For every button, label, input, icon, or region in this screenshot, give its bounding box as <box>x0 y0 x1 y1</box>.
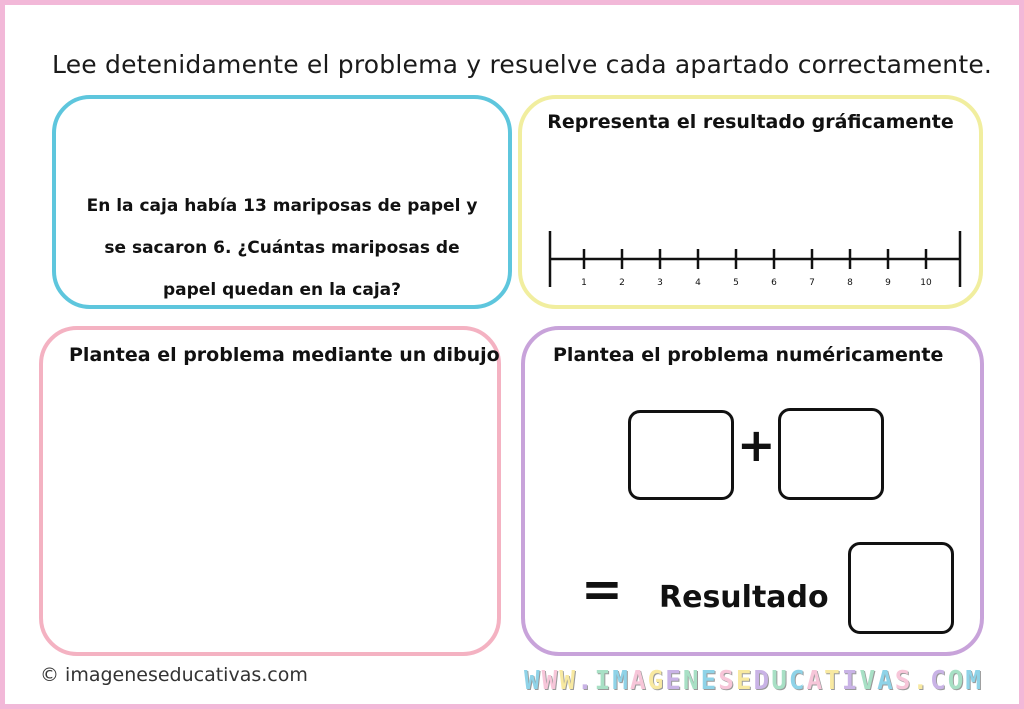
number-line-tick-label: 10 <box>920 278 932 288</box>
website-logo-letter: I <box>594 666 613 696</box>
website-logo-letter: C <box>930 666 948 696</box>
copyright-text: © imageneseducativas.com <box>40 664 308 686</box>
website-logo-letter: M <box>612 666 630 696</box>
problem-card <box>52 95 512 309</box>
website-logo-letter: M <box>965 666 984 696</box>
website-logo-letter: U <box>771 666 789 696</box>
website-logo-letter: . <box>912 666 931 696</box>
equals-sign: = <box>581 560 623 618</box>
website-logo-letter: C <box>788 666 807 696</box>
website-logo-letter: G <box>647 666 666 696</box>
addend-box-2[interactable] <box>778 408 884 500</box>
website-logo-letter: A <box>629 666 648 696</box>
website-logo-letter: W <box>559 666 577 696</box>
website-logo-letter: T <box>824 666 842 696</box>
website-logo-letter: A <box>806 666 825 696</box>
website-logo-letter: D <box>753 666 772 696</box>
website-logo-letter: S <box>718 666 736 696</box>
website-logo-letter: W <box>541 666 560 696</box>
addend-box-1[interactable] <box>628 410 734 500</box>
number-line-tick-label: 6 <box>771 278 777 288</box>
numeric-title: Plantea el problema numéricamente <box>553 344 944 366</box>
number-line-tick-label: 1 <box>581 278 587 288</box>
website-logo-letter: I <box>841 666 860 696</box>
graph-card <box>518 95 983 309</box>
website-logo-letter: E <box>735 666 754 696</box>
numeric-card <box>521 326 984 656</box>
drawing-title: Plantea el problema mediante un dibujo <box>69 344 500 366</box>
plus-sign: + <box>737 418 776 472</box>
number-line <box>544 227 964 297</box>
number-line-tick-label: 7 <box>809 278 815 288</box>
instruction-text: Lee detenidamente el problema y resuelve cada apartado correctamente. <box>52 50 993 79</box>
website-logo-letter: V <box>859 666 878 696</box>
number-line-tick-label: 9 <box>885 278 891 288</box>
website-logo <box>524 666 983 696</box>
website-logo-letter: E <box>700 666 719 696</box>
number-line-tick-label: 4 <box>695 278 701 288</box>
website-logo-letter: W <box>524 666 542 696</box>
result-label: Resultado <box>659 580 829 615</box>
drawing-card <box>39 326 501 656</box>
number-line-tick-label: 2 <box>619 278 625 288</box>
graph-title: Representa el resultado gráficamente <box>547 111 954 133</box>
problem-statement: En la caja había 13 mariposas de papel y se sacaron 6. ¿Cuántas mariposas de papel quedan en la caja? <box>86 196 478 300</box>
website-logo-letter: A <box>877 666 895 696</box>
number-line-tick-label: 8 <box>847 278 853 288</box>
website-logo-letter: N <box>682 666 701 696</box>
website-logo-letter: E <box>665 666 683 696</box>
number-line-svg <box>544 227 964 293</box>
website-logo-letter: . <box>576 666 595 696</box>
number-line-tick-label: 3 <box>657 278 663 288</box>
website-logo-letter: S <box>894 666 913 696</box>
website-logo-letter: O <box>947 666 966 696</box>
number-line-tick-label: 5 <box>733 278 739 288</box>
result-box[interactable] <box>848 542 954 634</box>
